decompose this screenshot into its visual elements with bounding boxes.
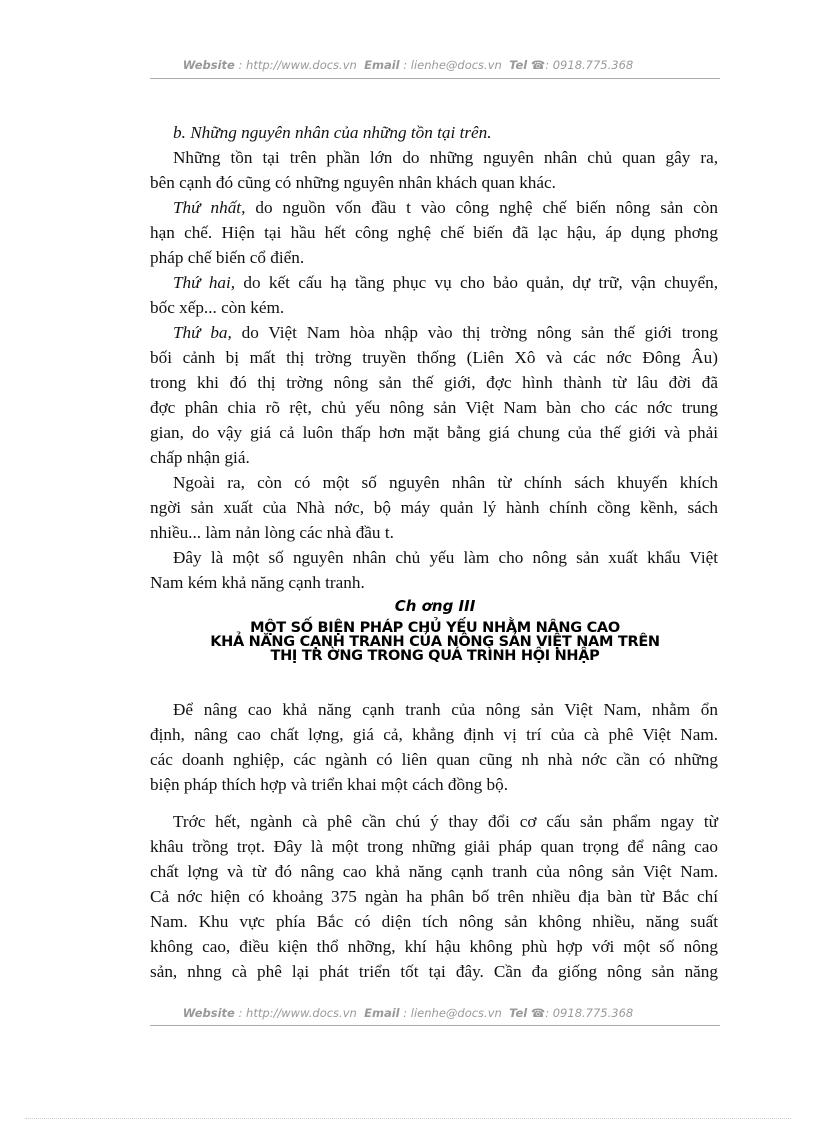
page-bottom-border	[25, 1118, 791, 1119]
chapter-title-line: MỘT SỐ BIỆN PHÁP CHỦ YẾU NHẰM NÂNG CAO	[250, 620, 620, 636]
text-line: chấp nhận giá.	[150, 448, 250, 467]
chapter-title-line: KHẢ NĂNG CẠNH TRANH CỦA NÔNG SẢN VIỆT NAM TRÊN	[210, 634, 660, 650]
email-label: Email	[364, 1006, 400, 1020]
website-url[interactable]: : http://www.docs.vn	[238, 1006, 357, 1020]
text-line: sản, nhng cà phê lại phát triển tốt tại đây. Cần đa giống nông sản năng	[150, 962, 718, 981]
tel-number: ☎: 0918.775.368	[530, 1006, 634, 1020]
text-span: do Việt Nam hòa nhập vào thị trờng nông sản thế giới trong	[241, 323, 718, 342]
text-line: chất lợng và từ đó nâng cao khả năng cạnh tranh của nông sản Việt Nam.	[150, 862, 718, 881]
text-line: Để nâng cao khả năng cạnh tranh của nông sản Việt Nam, nhằm ổn	[173, 700, 718, 719]
chapter-title-line: THỊ TR ỜNG TRONG QUÁ TRÌNH HỘI NHẬP	[270, 648, 600, 664]
email-address[interactable]: : lienhe@docs.vn	[403, 58, 502, 72]
text-line: Những tồn tại trên phần lớn do những nguyên nhân chủ quan gây ra,	[173, 148, 718, 167]
text-line: nhiều... làm nản lòng các nhà đầu t.	[150, 523, 394, 542]
text-line	[173, 273, 718, 293]
email-label: Email	[364, 58, 400, 72]
text-line: bốc xếp... còn kém.	[150, 298, 285, 317]
text-line: bối cảnh bị mất thị trờng truyền thống (Liên Xô và các nớc Đông Âu)	[150, 348, 718, 367]
page-footer	[0, 1006, 816, 1020]
text-line: Nam. Khu vực phía Bắc có diện tích nông sản không nhiều, năng suất	[150, 912, 718, 931]
email-address[interactable]: : lienhe@docs.vn	[403, 1006, 502, 1020]
header-rule	[150, 78, 720, 79]
section-heading: b. Những nguyên nhân của những tồn tại trên.	[173, 123, 492, 142]
text-line: định, nâng cao chất lợng, giá cả, khẳng định vị trí của cà phê Việt Nam.	[150, 725, 718, 744]
text-line: các doanh nghiệp, các ngành có liên quan cũng nh nhà nớc cần có những	[150, 750, 718, 769]
text-line: gian, do vậy giá cả luôn thấp hơn mặt bằng giá chung của thế giới và phải	[150, 423, 718, 442]
lead-in: Thứ nhất,	[173, 198, 246, 217]
website-label: Website	[182, 1006, 235, 1020]
website-label: Website	[182, 58, 235, 72]
text-span: do kết cấu hạ tầng phục vụ cho bảo quản, dự trữ, vận chuyển,	[243, 273, 718, 292]
text-line: khâu trồng trọt. Đây là một trong những giải pháp quan trọng để nâng cao	[150, 837, 718, 856]
tel-label: Tel	[509, 58, 528, 72]
text-line: không cao, điều kiện thổ nhỡng, khí hậu không phù hợp với một số nông	[150, 937, 718, 956]
text-line: hạn chế. Hiện tại hầu hết công nghệ chế biến đã lạc hậu, áp dụng phơng	[150, 223, 718, 242]
website-url[interactable]: : http://www.docs.vn	[238, 58, 357, 72]
chapter-label: Ch ơng III	[394, 597, 476, 615]
text-line: Cả nớc hiện có khoảng 375 ngàn ha phân bố trên nhiều địa bàn từ Bắc chí	[150, 887, 718, 906]
text-line	[173, 198, 718, 218]
tel-number: ☎: 0918.775.368	[530, 58, 634, 72]
text-span: do nguồn vốn đầu t vào công nghệ chế biến nông sản còn	[255, 198, 718, 217]
text-line: Ngoài ra, còn có một số nguyên nhân từ chính sách khuyến khích	[173, 473, 718, 492]
text-line	[173, 323, 718, 343]
footer-rule	[150, 1025, 720, 1026]
text-line: Nam kém khả năng cạnh tranh.	[150, 573, 365, 592]
lead-in: Thứ ba,	[173, 323, 232, 342]
text-line: bên cạnh đó cũng có những nguyên nhân khách quan khác.	[150, 173, 556, 192]
tel-label: Tel	[509, 1006, 528, 1020]
lead-in: Thứ hai,	[173, 273, 236, 292]
page-header	[0, 58, 816, 72]
text-line: trong khi đó thị trờng nông sản thế giới, đợc hình thành từ lâu đời đã	[150, 373, 718, 392]
text-line: pháp chế biến cổ điển.	[150, 248, 305, 267]
text-line: đợc phân chia rõ rệt, chủ yếu nông sản Việt Nam bàn cho các nớc trung	[150, 398, 718, 417]
text-line: Trớc hết, ngành cà phê cần chú ý thay đổi cơ cấu sản phẩm ngay từ	[173, 812, 718, 831]
text-line: biện pháp thích hợp và triển khai một cách đồng bộ.	[150, 775, 509, 794]
text-line: ngời sản xuất của Nhà nớc, bộ máy quản lý hành chính cồng kềnh, sách	[150, 498, 718, 517]
text-line: Đây là một số nguyên nhân chủ yếu làm cho nông sản xuất khẩu Việt	[173, 548, 718, 567]
